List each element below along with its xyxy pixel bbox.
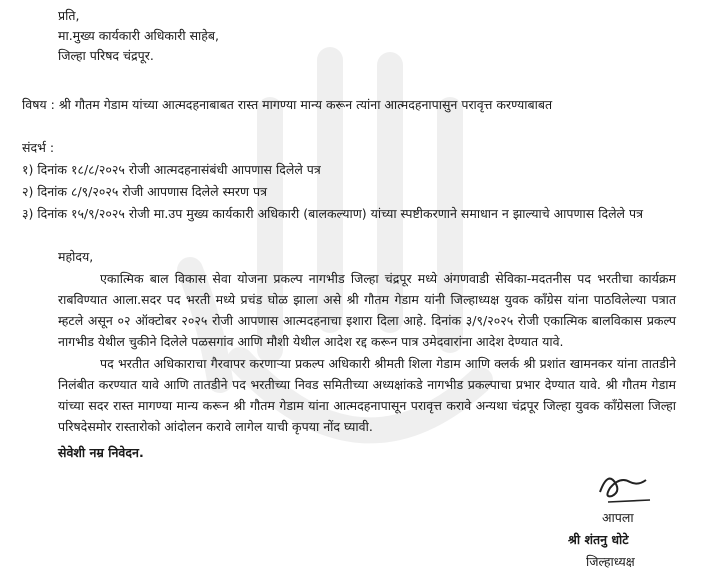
to-label: प्रति, [58, 8, 80, 23]
signatory-name: श्री शंतनु धोटे [568, 532, 629, 547]
office-name: जिल्हा परिषद चंद्रपूर. [58, 48, 154, 63]
yours-label: आपला [602, 510, 634, 525]
handwritten-signature [590, 462, 654, 506]
salutation: महोदय, [58, 249, 94, 264]
subject-line: विषय : श्री गौतम गेडाम यांच्या आत्मदहनाबाबत रास्त मागण्या मान्य करून त्यांना आत्मदहनापासुन परावृत्त करण्याबाबत [22, 97, 553, 112]
reference-item: १) दिनांक १८/८/२०२५ रोजी आत्मदहनासंबंधी आपणास दिलेले पत्र [22, 162, 321, 177]
reference-item: २) दिनांक ८/९/२०२५ रोजी आपणास दिलेले स्मरण पत्र [22, 184, 268, 199]
body-paragraph-1: एकात्मिक बाल विकास सेवा योजना प्रकल्प नागभीड जिल्हा चंद्रपूर मध्ये अंगणवाडी सेविका-मदतनीस पद भरतीचा कार्यक्रम राबविण्यात आला.सदर पद भरती मध्ये प्रचंड घोळ झाला असे श्री गौतम गेडाम यांनी जिल्हाध्यक्ष युवक कॉंग्रेस यांना पाठविलेल्या पत्रात म्हटले असून ०२ ऑक्टोबर २०२५ रोजी आपणास आत्मदहनाचा इशारा दिला आहे. दिनांक ३/९/२०२५ रोजी एकात्मिक बालविकास प्रकल्प नागभीड येथील चुकीने दिलेले पळसगांव आणि मौशी येथील आदेश रद्द करून पात्र उमेदवारांना आदेश देण्यात यावे. [58, 271, 676, 349]
body-paragraph-2: पद भरतीत अधिकाराचा गैरवापर करणाऱ्या प्रकल्प अधिकारी श्रीमती शिला गेडाम आणि क्लर्क श्री प्रशांत खामनकर यांना तातडीने निलंबीत करण्यात यावे आणि तातडीने पद भरतीच्या निवड समितीच्या अध्यक्षांकडे नागभीड प्रकल्पाचा प्रभार देण्यात यावे. श्री गौतम गेडाम यांच्या सदर रास्त मागण्या मान्य करून श्री गौतम गेडाम यांना आत्मदहनापासून परावृत्त करावे अन्यथा चंद्रपूर जिल्हा युवक कॉंग्रेसला जिल्हा परिषदेसमोर रास्तारोको आंदोलन करावे लागेल याची कृपया नोंद घ्यावी. [58, 356, 676, 434]
signatory-designation: जिल्हाध्यक्ष [586, 554, 635, 569]
closing-line: सेवेशी नम्र निवेदन. [58, 445, 144, 460]
addressee: मा.मुख्य कार्यकारी अधिकारी साहेब, [58, 28, 220, 43]
references-label: संदर्भ : [22, 140, 55, 155]
reference-item: ३) दिनांक १५/९/२०२५ रोजी मा.उप मुख्य कार्यकारी अधिकारी (बालकल्याण) यांच्या स्पष्टीकरणाने समाधान न झाल्याचे आपणास दिलेले पत्र [22, 206, 644, 221]
